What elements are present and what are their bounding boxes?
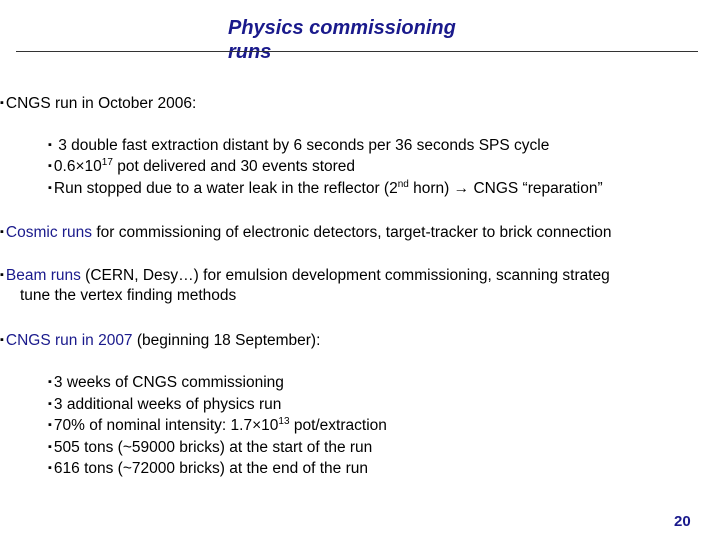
beam-runs-text: (CERN, Desy…) for emulsion development commissioning, scanning strateg <box>80 267 610 284</box>
bullet-icon: ▪ <box>48 160 52 172</box>
bullet-text: CNGS run in October 2006: <box>5 95 197 112</box>
bullet-cngs-oct-2006 <box>0 93 196 114</box>
bullet-text: 616 tons (~72000 bricks) at the end of the run <box>53 460 368 477</box>
sub-bullet-commissioning-weeks <box>48 372 284 393</box>
run-stopped-text-3: CNGS “reparation” <box>469 180 603 197</box>
beam-runs-continuation: tune the vertex finding methods <box>20 287 237 304</box>
bullet-icon: ▪ <box>0 97 4 109</box>
intensity-unit: pot/extraction <box>289 417 387 434</box>
pot-exponent: 17 <box>101 157 113 168</box>
bullet-icon: ▪ <box>48 419 52 431</box>
pot-text: pot delivered and 30 events stored <box>112 158 356 175</box>
intensity-exponent: 13 <box>278 416 290 427</box>
bullet-icon: ▪ <box>0 226 4 238</box>
bullet-icon: ▪ <box>48 376 52 388</box>
beam-runs-label: Beam runs <box>5 267 81 284</box>
bullet-text: 3 weeks of CNGS commissioning <box>53 374 284 391</box>
sub-bullet-tons-end <box>48 458 368 479</box>
times-symbol: × <box>252 417 262 434</box>
sub-bullet-tons-start <box>48 437 372 458</box>
pot-base: 10 <box>84 158 102 175</box>
run-stopped-text-2: horn) <box>408 180 454 197</box>
slide-title-line-1: Physics commissioning <box>228 17 456 39</box>
slide-title <box>228 16 528 64</box>
bullet-text: 3 additional weeks of physics run <box>53 396 282 413</box>
cngs-2007-text: (beginning 18 September): <box>132 332 321 349</box>
intensity-base: 10 <box>261 417 279 434</box>
bullet-icon: ▪ <box>48 139 52 151</box>
bullet-icon: ▪ <box>0 334 4 346</box>
times-symbol: × <box>75 158 85 175</box>
bullet-icon: ▪ <box>0 269 4 281</box>
bullet-cngs-2007 <box>0 330 320 351</box>
sub-bullet-run-stopped <box>48 178 603 199</box>
bullet-icon: ▪ <box>48 462 52 474</box>
intensity-text: 70% of nominal intensity: 1.7 <box>53 417 253 434</box>
bullet-text: 3 double fast extraction distant by 6 seconds per 36 seconds SPS cycle <box>58 137 550 154</box>
cosmic-runs-text: for commissioning of electronic detectors, target-tracker to brick connection <box>92 224 612 241</box>
sub-bullet-physics-weeks <box>48 394 281 415</box>
bullet-icon: ▪ <box>48 182 52 194</box>
run-stopped-text: Run stopped due to a water leak in the reflector (2 <box>53 180 398 197</box>
page-number: 20 <box>674 513 691 530</box>
bullet-beam-runs <box>0 265 610 286</box>
sub-bullet-fast-extraction <box>48 135 549 156</box>
cngs-2007-label: CNGS run in 2007 <box>5 332 133 349</box>
sub-bullet-pot-delivered <box>48 156 355 177</box>
bullet-cosmic-runs <box>0 222 612 243</box>
arrow-right-icon: → <box>453 180 470 197</box>
bullet-icon: ▪ <box>48 398 52 410</box>
slide-title-line-2: runs <box>228 41 272 63</box>
sub-bullet-nominal-intensity <box>48 415 387 436</box>
title-divider <box>16 51 698 52</box>
cosmic-runs-label: Cosmic runs <box>5 224 93 241</box>
bullet-text: 505 tons (~59000 bricks) at the start of the run <box>53 439 373 456</box>
ordinal-suffix: nd <box>397 179 409 190</box>
pot-value: 0.6 <box>53 158 76 175</box>
bullet-icon: ▪ <box>48 441 52 453</box>
